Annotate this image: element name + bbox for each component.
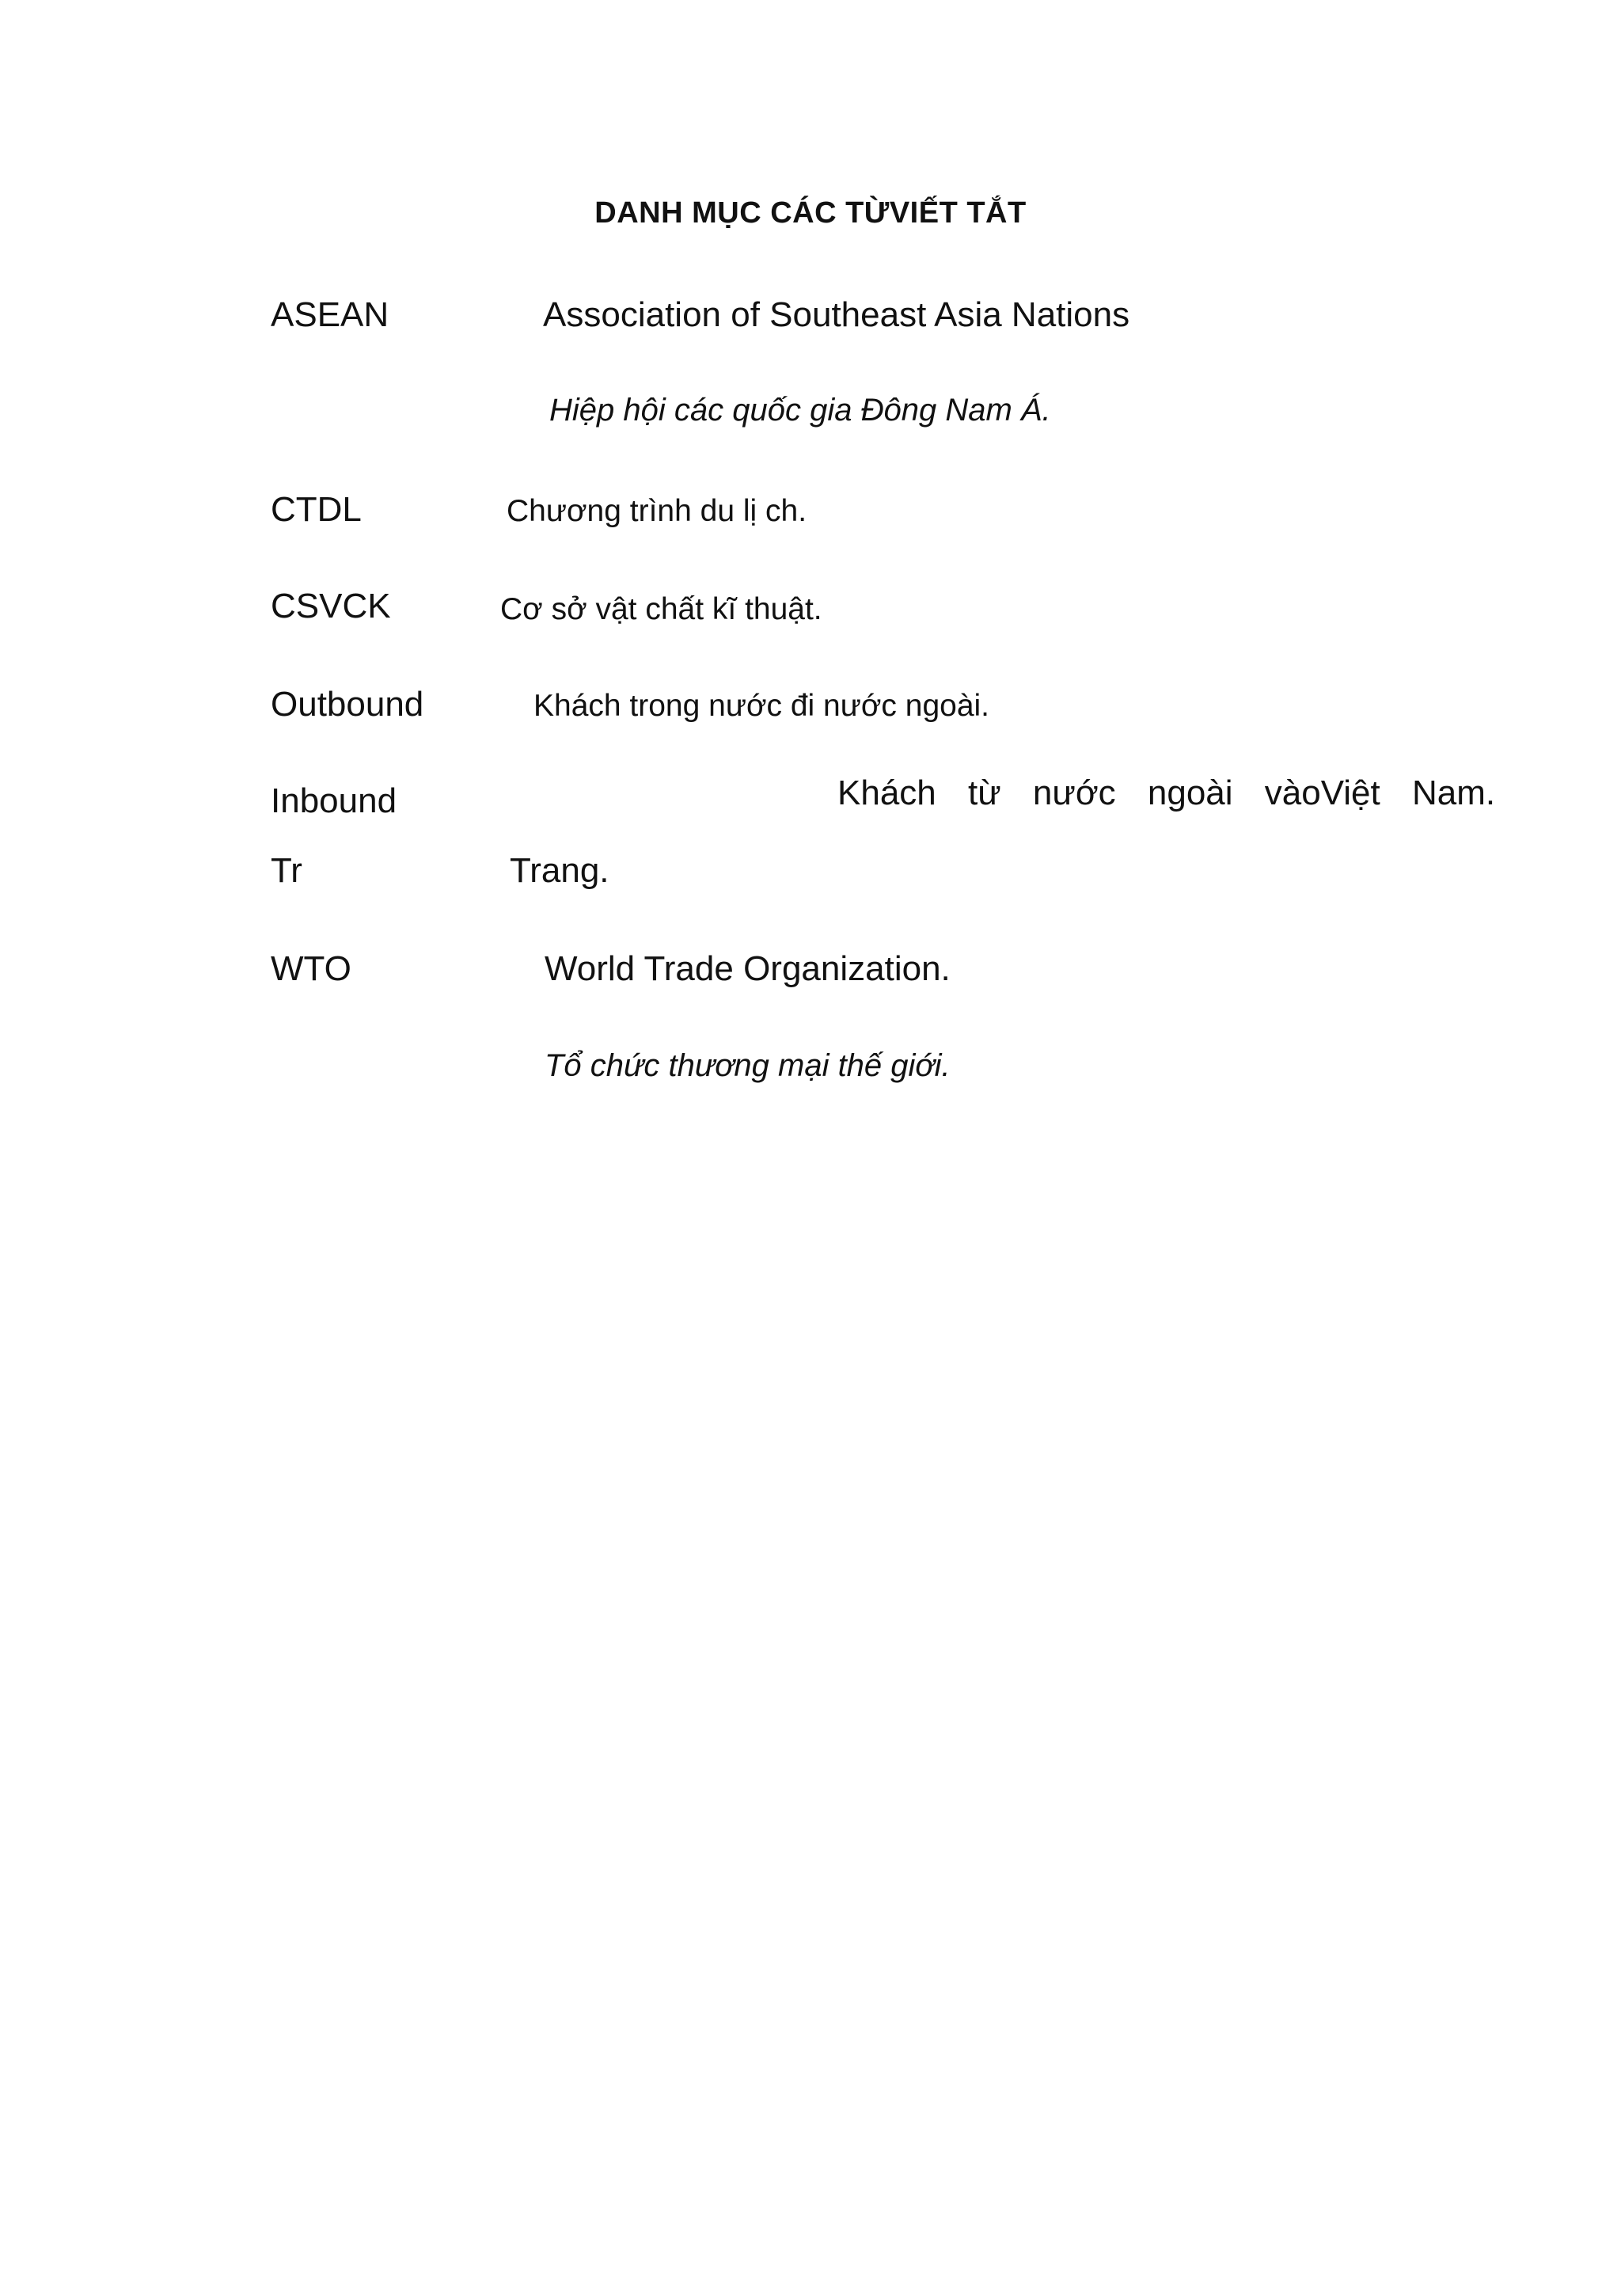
definition-asean: Association of Southeast Asia Nations	[543, 295, 1130, 334]
definition-csvck: Cơ sở vật chất kĩ thuật.	[500, 592, 822, 626]
definition-ctdl: Chương trình du lị ch.	[507, 494, 807, 528]
definition-inbound: Khách từ nước ngoài vàoViệt Nam.	[837, 774, 1496, 812]
abbreviation-outbound: Outbound	[271, 685, 424, 724]
abbreviation-asean: ASEAN	[271, 295, 389, 334]
definition-wto: World Trade Organization.	[545, 949, 951, 988]
translation-asean: Hiệp hội các quốc gia Đông Nam Á.	[549, 393, 1051, 428]
abbreviation-inbound: Inbound	[271, 781, 397, 820]
definition-outbound: Khách trong nước đi nước ngoài.	[533, 689, 990, 723]
abbreviation-ctdl: CTDL	[271, 490, 362, 529]
translation-wto: Tổ chức thương mại thế giới.	[545, 1048, 951, 1083]
definition-tr: Trang.	[510, 851, 609, 890]
abbreviation-csvck: CSVCK	[271, 587, 391, 625]
abbreviation-tr: Tr	[271, 851, 302, 890]
abbreviation-wto: WTO	[271, 949, 351, 988]
page-title: DANH MỤC CÁC TỪVIẾT TẮT	[594, 196, 1027, 230]
